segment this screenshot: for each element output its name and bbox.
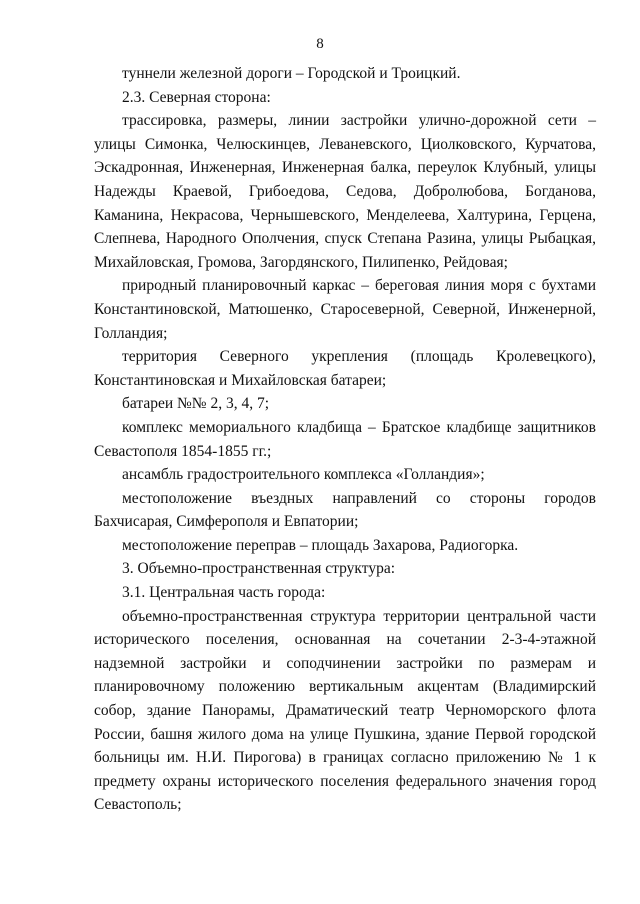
paragraph: 3. Объемно-пространственная структура: [122,560,396,578]
paragraph: природный планировочный каркас – береговая линия моря с бухтами Константиновской, Матюшенко, Старосеверной, Северной, Инженерной, Голландия; [94,277,596,342]
document-body [94,62,596,817]
paragraph: объемно-пространственная структура территории центральной части исторического поселения, основанная на сочетании 2-3-4-этажной надземной застройки и соподчинении застройки по размерам и планировочному положению вертикальным акцентам (Владимирский собор, здание Панорамы, Драматический театр Черноморского флота России, башня жилого дома на улице Пушкина, здание Первой городской больницы им. Н.И. Пирогова) в границах согласно приложению № 1 к предмету охраны исторического поселения федерального значения город Севастополь; [94,607,596,814]
paragraph: туннели железной дороги – Городской и Троицкий. [122,65,461,82]
paragraph: батареи №№ 2, 3, 4, 7; [122,395,270,413]
paragraph: 2.3. Северная сторона: [122,88,271,106]
paragraph: местоположение въездных направлений со стороны городов Бахчисарая, Симферополя и Евпатории; [94,489,596,531]
paragraph: местоположение переправ – площадь Захарова, Радиогорка. [122,536,519,554]
paragraph: трассировка, размеры, линии застройки улично-дорожной сети – улицы Симонка, Челюскинцев, Леваневского, Циолковского, Курчатова, Эскадронная, Инженерная, Инженерная балка, переулок Клубный, улицы Надежды Краевой, Грибоедова, Седова, Добролюбова, Богданова, Каманина, Некрасова, Чернышевского, Менделеева, Халтурина, Герцена, Слепнева, Народного Ополчения, спуск Степана Разина, улицы Рыбацкая, Михайловская, Громова, Загордянского, Пилипенко, Рейдовая; [94,112,596,271]
paragraph: территория Северного укрепления (площадь Кролевецкого), Константиновская и Михайловская батареи; [94,348,596,389]
paragraph: комплекс мемориального кладбища – Братское кладбище защитников Севастополя 1854-1855 гг.; [94,418,596,460]
paragraph: 3.1. Центральная часть города: [122,584,326,602]
paragraph: ансамбль градостроительного комплекса «Голландия»; [122,466,485,484]
page-number: 8 [316,36,324,52]
